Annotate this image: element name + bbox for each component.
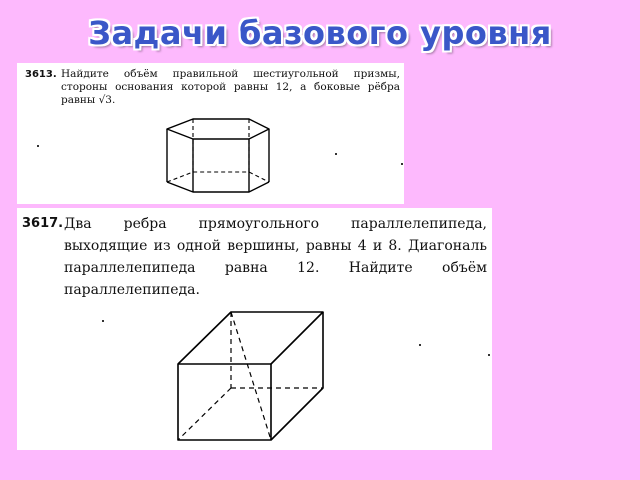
speck xyxy=(401,163,403,165)
problem-card-3613 xyxy=(17,63,404,204)
prism-top-face xyxy=(167,119,269,139)
box-space-diagonal xyxy=(231,312,271,440)
speck xyxy=(37,145,39,147)
rectangular-box-figure xyxy=(17,208,492,450)
box-right-edges xyxy=(271,312,323,440)
speck xyxy=(335,153,337,155)
slide-title: Задачи базового уровня xyxy=(88,14,552,52)
box-hidden-edge xyxy=(178,388,231,440)
problem-statement: Два ребра прямоугольного параллелепипеда, выходящие из одной вершины, равны 4 и 8. Диагональ параллелепипеда равна 12. Найдите объём параллелепипеда. xyxy=(64,216,487,298)
prism-bottom-visible-edges xyxy=(167,182,269,192)
speck xyxy=(102,320,104,322)
hexagonal-prism-figure xyxy=(17,63,404,204)
box-top-back-edges xyxy=(178,312,323,364)
box-front-face xyxy=(178,364,271,440)
problem-card-3617 xyxy=(17,208,492,450)
problem-statement: Найдите объём правильной шестиугольной призмы, стороны основания которой равны 12, а боковые рёбра равны √3. xyxy=(61,68,400,106)
speck xyxy=(488,354,490,356)
speck xyxy=(419,344,421,346)
problem-number: 3617. xyxy=(22,216,64,231)
problem-number: 3613. xyxy=(25,69,57,80)
prism-bottom-hidden-edges xyxy=(167,172,269,182)
